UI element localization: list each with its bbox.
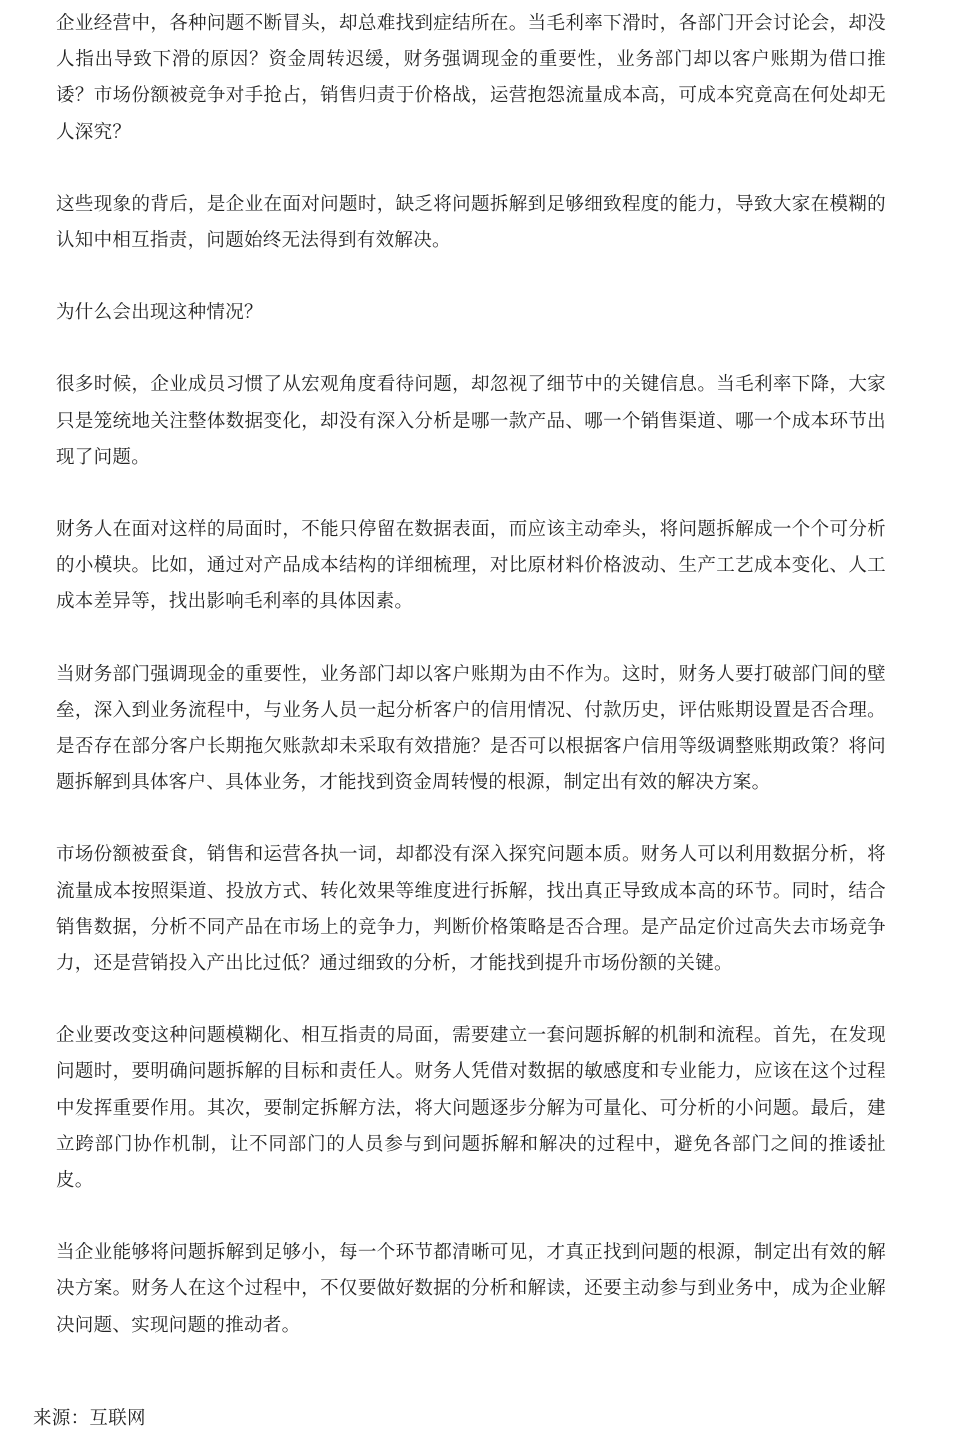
paragraph-margin-analysis: 财务人在面对这样的局面时，不能只停留在数据表面，而应该主动牵头，将问题拆解成一个个可分析的小模块。比如，通过对产品成本结构的详细梳理，对比原材料价格波动、生产工艺成本变化、人工成本差异等，找出影响毛利率的具体因素。: [56, 519, 886, 613]
paragraph-question: 为什么会出现这种情况？: [56, 302, 263, 324]
paragraph-macro-view: 很多时候，企业成员习惯了从宏观角度看待问题，却忽视了细节中的关键信息。当毛利率下降，大家只是笼统地关注整体数据变化，却没有深入分析是哪一款产品、哪一个销售渠道、哪一个成本环节出现了问题。: [56, 374, 886, 468]
paragraph-intro: 企业经营中，各种问题不断冒头，却总难找到症结所在。当毛利率下滑时，各部门开会讨论会，却没人指出导致下滑的原因？资金周转迟缓，财务强调现金的重要性，业务部门却以客户账期为借口推诿？市场份额被竞争对手抢占，销售归责于价格战，运营抱怨流量成本高，可成本究竟高在何处却无人深究？: [56, 13, 886, 143]
paragraph-root-cause: 这些现象的背后，是企业在面对问题时，缺乏将问题拆解到足够细致程度的能力，导致大家在模糊的认知中相互指责，问题始终无法得到有效解决。: [56, 193, 886, 252]
paragraph-cash-flow: 当财务部门强调现金的重要性，业务部门却以客户账期为由不作为。这时，财务人要打破部门间的壁垒，深入到业务流程中，与业务人员一起分析客户的信用情况、付款历史，评估账期设置是否合理。是否存在部分客户长期拖欠账款却未采取有效措施？是否可以根据客户信用等级调整账期政策？将问题拆解到具体客户、具体业务，才能找到资金周转慢的根源，制定出有效的解决方案。: [56, 663, 886, 794]
paragraph-conclusion: 当企业能够将问题拆解到足够小，每一个环节都清晰可见，才真正找到问题的根源，制定出有效的解决方案。财务人在这个过程中，不仅要做好数据的分析和解读，还要主动参与到业务中，成为企业解决问题、实现问题的推动者。: [56, 1242, 886, 1336]
paragraph-mechanism: 企业要改变这种问题模糊化、相互指责的局面，需要建立一套问题拆解的机制和流程。首先，在发现问题时，要明确问题拆解的目标和责任人。财务人凭借对数据的敏感度和专业能力，应该在这个过程中发挥重要作用。其次，要制定拆解方法，将大问题逐步分解为可量化、可分析的小问题。最后，建立跨部门协作机制，让不同部门的人员参与到问题拆解和解决的过程中，避免各部门之间的推诿扯皮。: [56, 1025, 886, 1192]
paragraph-market-share: 市场份额被蚕食，销售和运营各执一词，却都没有深入探究问题本质。财务人可以利用数据分析，将流量成本按照渠道、投放方式、转化效果等维度进行拆解，找出真正导致成本高的环节。同时，结合销售数据，分析不同产品在市场上的竞争力，判断价格策略是否合理。是产品定价过高失去市场竞争力，还是营销投入产出比过低？通过细致的分析，才能找到提升市场份额的关键。: [56, 844, 886, 975]
article-body: [56, 6, 886, 1344]
source-attribution: 来源：互联网: [33, 1408, 146, 1429]
